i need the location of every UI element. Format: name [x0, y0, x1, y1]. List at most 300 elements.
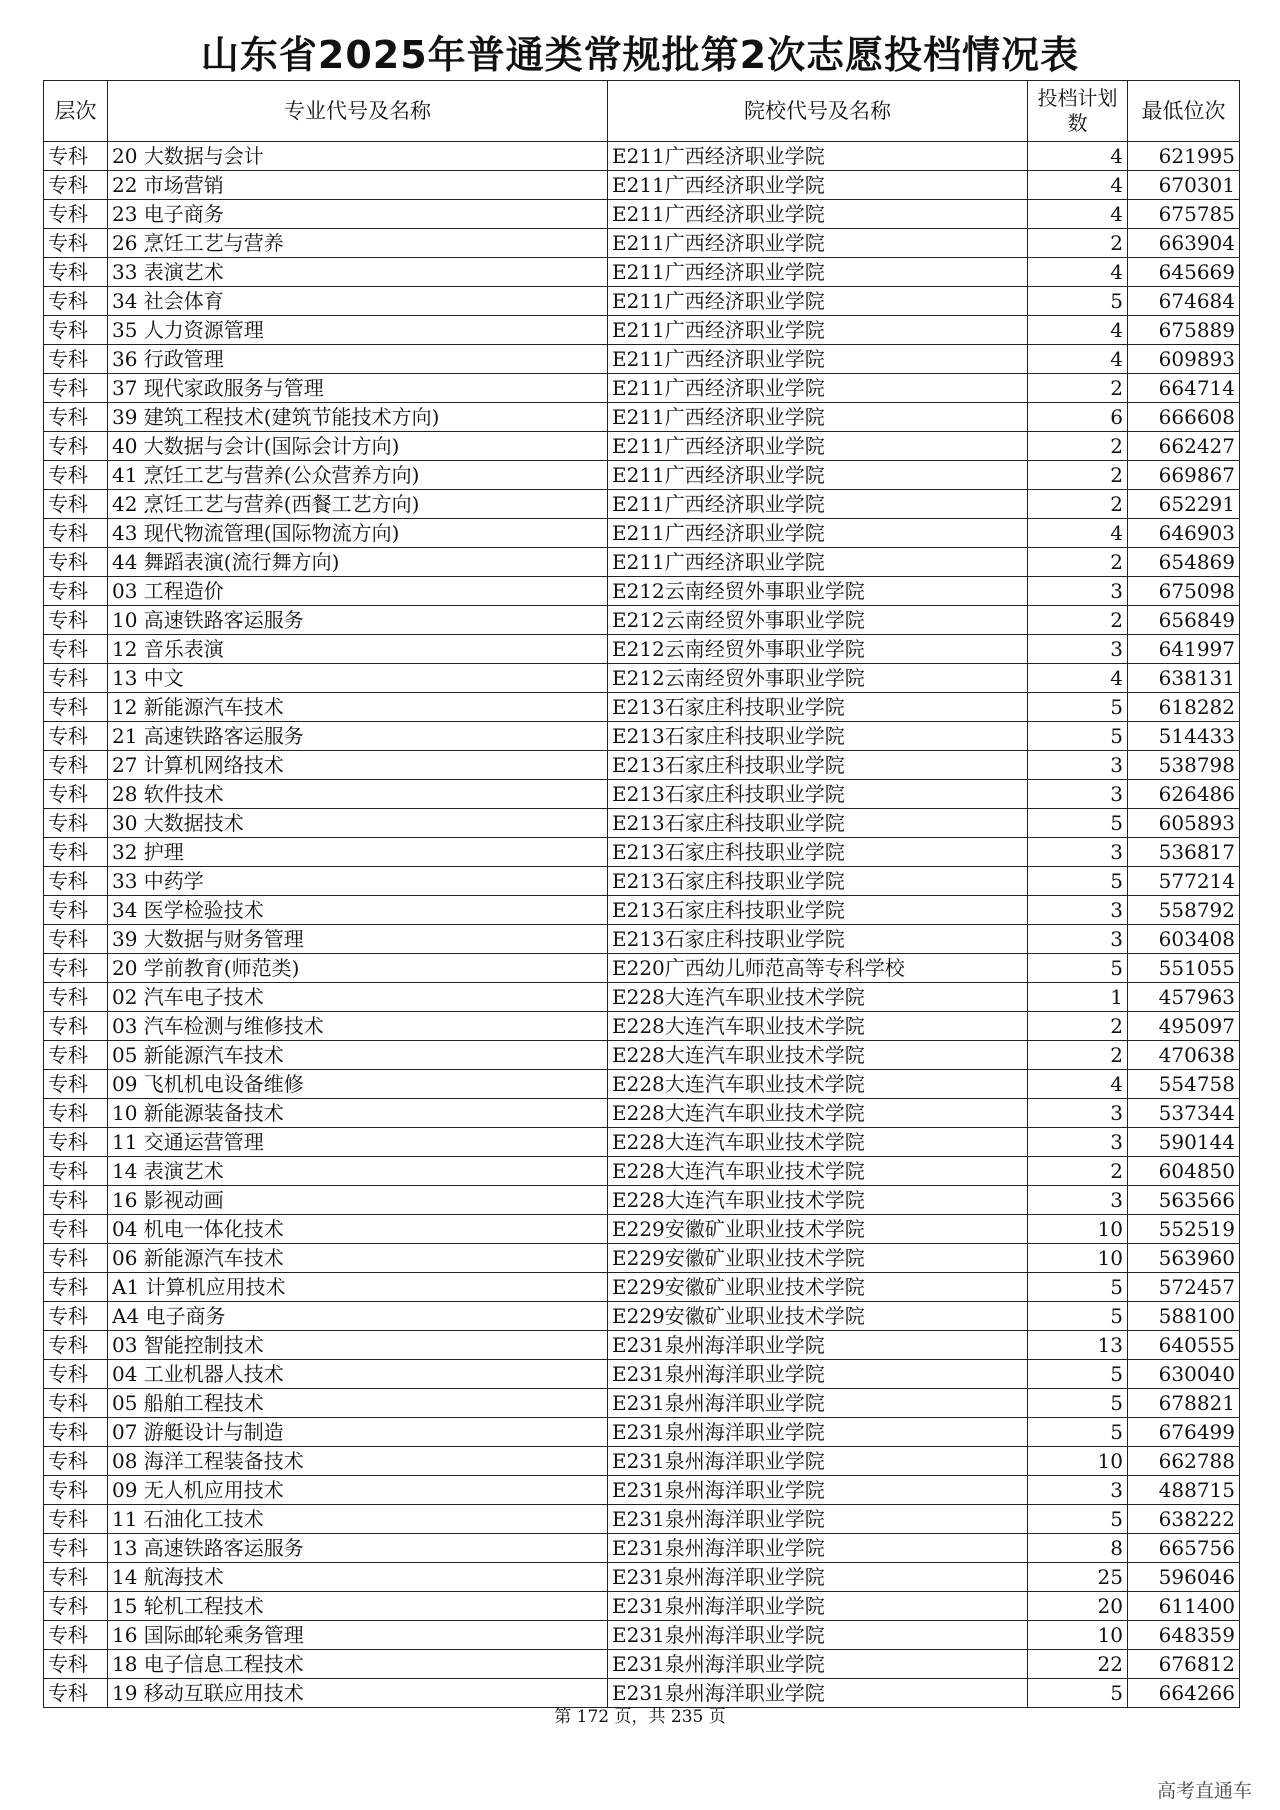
cell-level: 专科: [44, 1389, 108, 1418]
cell-level: 专科: [44, 229, 108, 258]
cell-plan: 5: [1028, 1505, 1128, 1534]
cell-level: 专科: [44, 664, 108, 693]
table-row: [44, 316, 1240, 345]
cell-level: 专科: [44, 896, 108, 925]
table-row: [44, 1476, 1240, 1505]
table-row: [44, 751, 1240, 780]
cell-rank: 551055: [1128, 954, 1240, 983]
table-row: [44, 606, 1240, 635]
table-row: [44, 1186, 1240, 1215]
cell-level: 专科: [44, 403, 108, 432]
table-row: [44, 142, 1240, 171]
cell-level: 专科: [44, 867, 108, 896]
table-row: [44, 664, 1240, 693]
page-footer: 第 172 页，共 235 页: [554, 1707, 726, 1727]
cell-rank: 572457: [1128, 1273, 1240, 1302]
page-title: 山东省2025年普通类常规批第2次志愿投档情况表: [200, 33, 1080, 77]
cell-rank: 488715: [1128, 1476, 1240, 1505]
cell-level: 专科: [44, 1041, 108, 1070]
cell-rank: 676499: [1128, 1418, 1240, 1447]
cell-school: E213石家庄科技职业学院: [608, 925, 1028, 954]
admission-table: [43, 80, 1240, 1708]
cell-rank: 666608: [1128, 403, 1240, 432]
cell-major: 12 新能源汽车技术: [108, 693, 608, 722]
table-row: [44, 461, 1240, 490]
cell-level: 专科: [44, 1070, 108, 1099]
cell-plan: 5: [1028, 1273, 1128, 1302]
cell-plan: 2: [1028, 490, 1128, 519]
cell-school: E228大连汽车职业技术学院: [608, 1186, 1028, 1215]
cell-level: 专科: [44, 432, 108, 461]
cell-major: 04 工业机器人技术: [108, 1360, 608, 1389]
header-major: 专业代号及名称: [108, 81, 608, 142]
cell-rank: 664266: [1128, 1679, 1240, 1708]
cell-rank: 596046: [1128, 1563, 1240, 1592]
cell-school: E211广西经济职业学院: [608, 374, 1028, 403]
cell-rank: 670301: [1128, 171, 1240, 200]
cell-major: 09 飞机机电设备维修: [108, 1070, 608, 1099]
cell-school: E231泉州海洋职业学院: [608, 1418, 1028, 1447]
table-row: [44, 1215, 1240, 1244]
cell-level: 专科: [44, 200, 108, 229]
cell-school: E231泉州海洋职业学院: [608, 1679, 1028, 1708]
cell-major: 02 汽车电子技术: [108, 983, 608, 1012]
cell-level: 专科: [44, 1534, 108, 1563]
cell-school: E231泉州海洋职业学院: [608, 1505, 1028, 1534]
cell-plan: 2: [1028, 606, 1128, 635]
cell-major: A4 电子商务: [108, 1302, 608, 1331]
table-row: [44, 1302, 1240, 1331]
cell-rank: 554758: [1128, 1070, 1240, 1099]
cell-level: 专科: [44, 142, 108, 171]
cell-plan: 6: [1028, 403, 1128, 432]
cell-plan: 4: [1028, 200, 1128, 229]
cell-plan: 10: [1028, 1244, 1128, 1273]
cell-major: 13 中文: [108, 664, 608, 693]
cell-rank: 669867: [1128, 461, 1240, 490]
cell-rank: 663904: [1128, 229, 1240, 258]
cell-school: E229安徽矿业职业技术学院: [608, 1244, 1028, 1273]
table-row: [44, 809, 1240, 838]
cell-plan: 3: [1028, 925, 1128, 954]
table-row: [44, 780, 1240, 809]
cell-school: E228大连汽车职业技术学院: [608, 1070, 1028, 1099]
cell-plan: 2: [1028, 461, 1128, 490]
table-row: [44, 693, 1240, 722]
cell-level: 专科: [44, 1099, 108, 1128]
cell-major: 09 无人机应用技术: [108, 1476, 608, 1505]
cell-level: 专科: [44, 635, 108, 664]
cell-rank: 645669: [1128, 258, 1240, 287]
cell-rank: 609893: [1128, 345, 1240, 374]
table-row: [44, 925, 1240, 954]
cell-plan: 3: [1028, 1476, 1128, 1505]
cell-level: 专科: [44, 1418, 108, 1447]
cell-rank: 676812: [1128, 1650, 1240, 1679]
cell-level: 专科: [44, 606, 108, 635]
cell-level: 专科: [44, 1621, 108, 1650]
cell-plan: 2: [1028, 1041, 1128, 1070]
cell-plan: 5: [1028, 287, 1128, 316]
cell-rank: 470638: [1128, 1041, 1240, 1070]
cell-major: 33 中药学: [108, 867, 608, 896]
cell-level: 专科: [44, 171, 108, 200]
cell-major: 10 新能源装备技术: [108, 1099, 608, 1128]
cell-school: E229安徽矿业职业技术学院: [608, 1215, 1028, 1244]
cell-plan: 2: [1028, 548, 1128, 577]
cell-level: 专科: [44, 838, 108, 867]
cell-major: 16 国际邮轮乘务管理: [108, 1621, 608, 1650]
table-row: [44, 838, 1240, 867]
cell-plan: 2: [1028, 1012, 1128, 1041]
cell-school: E231泉州海洋职业学院: [608, 1650, 1028, 1679]
cell-school: E228大连汽车职业技术学院: [608, 1041, 1028, 1070]
cell-school: E231泉州海洋职业学院: [608, 1476, 1028, 1505]
cell-major: 37 现代家政服务与管理: [108, 374, 608, 403]
cell-level: 专科: [44, 519, 108, 548]
cell-plan: 3: [1028, 635, 1128, 664]
cell-level: 专科: [44, 345, 108, 374]
table-row: [44, 1128, 1240, 1157]
cell-rank: 641997: [1128, 635, 1240, 664]
cell-plan: 4: [1028, 519, 1128, 548]
table-row: [44, 1099, 1240, 1128]
cell-level: 专科: [44, 1447, 108, 1476]
cell-major: 20 学前教育(师范类): [108, 954, 608, 983]
table-row: [44, 1563, 1240, 1592]
cell-plan: 22: [1028, 1650, 1128, 1679]
cell-level: 专科: [44, 258, 108, 287]
cell-major: 21 高速铁路客运服务: [108, 722, 608, 751]
cell-school: E212云南经贸外事职业学院: [608, 577, 1028, 606]
cell-rank: 664714: [1128, 374, 1240, 403]
cell-rank: 662788: [1128, 1447, 1240, 1476]
cell-plan: 4: [1028, 171, 1128, 200]
cell-plan: 2: [1028, 1157, 1128, 1186]
cell-school: E213石家庄科技职业学院: [608, 722, 1028, 751]
table-row: [44, 1041, 1240, 1070]
table-row: [44, 1389, 1240, 1418]
cell-rank: 536817: [1128, 838, 1240, 867]
cell-plan: 25: [1028, 1563, 1128, 1592]
cell-school: E211广西经济职业学院: [608, 287, 1028, 316]
cell-school: E231泉州海洋职业学院: [608, 1447, 1028, 1476]
cell-level: 专科: [44, 1273, 108, 1302]
cell-level: 专科: [44, 809, 108, 838]
table-row: [44, 345, 1240, 374]
cell-rank: 590144: [1128, 1128, 1240, 1157]
cell-school: E231泉州海洋职业学院: [608, 1360, 1028, 1389]
cell-major: 11 交通运营管理: [108, 1128, 608, 1157]
cell-rank: 626486: [1128, 780, 1240, 809]
cell-major: 05 新能源汽车技术: [108, 1041, 608, 1070]
cell-rank: 538798: [1128, 751, 1240, 780]
cell-level: 专科: [44, 1215, 108, 1244]
cell-plan: 10: [1028, 1215, 1128, 1244]
cell-rank: 674684: [1128, 287, 1240, 316]
cell-plan: 5: [1028, 693, 1128, 722]
cell-major: 04 机电一体化技术: [108, 1215, 608, 1244]
table-row: [44, 1418, 1240, 1447]
cell-school: E231泉州海洋职业学院: [608, 1563, 1028, 1592]
cell-level: 专科: [44, 1505, 108, 1534]
cell-plan: 3: [1028, 577, 1128, 606]
cell-school: E213石家庄科技职业学院: [608, 838, 1028, 867]
table-row: [44, 1331, 1240, 1360]
cell-school: E211广西经济职业学院: [608, 345, 1028, 374]
cell-rank: 537344: [1128, 1099, 1240, 1128]
table-row: [44, 1070, 1240, 1099]
cell-major: 42 烹饪工艺与营养(西餐工艺方向): [108, 490, 608, 519]
cell-plan: 4: [1028, 142, 1128, 171]
cell-school: E211广西经济职业学院: [608, 142, 1028, 171]
cell-plan: 5: [1028, 1389, 1128, 1418]
cell-level: 专科: [44, 954, 108, 983]
header-rank: 最低位次: [1128, 81, 1240, 142]
cell-plan: 10: [1028, 1621, 1128, 1650]
table-row: [44, 1244, 1240, 1273]
cell-rank: 675889: [1128, 316, 1240, 345]
table-row: [44, 867, 1240, 896]
table-row: [44, 490, 1240, 519]
cell-school: E231泉州海洋职业学院: [608, 1621, 1028, 1650]
cell-major: 14 表演艺术: [108, 1157, 608, 1186]
cell-plan: 3: [1028, 1099, 1128, 1128]
table-row: [44, 1621, 1240, 1650]
cell-school: E231泉州海洋职业学院: [608, 1331, 1028, 1360]
cell-school: E211广西经济职业学院: [608, 461, 1028, 490]
cell-major: 18 电子信息工程技术: [108, 1650, 608, 1679]
cell-major: 28 软件技术: [108, 780, 608, 809]
cell-major: 19 移动互联应用技术: [108, 1679, 608, 1708]
cell-level: 专科: [44, 1302, 108, 1331]
cell-major: 11 石油化工技术: [108, 1505, 608, 1534]
cell-plan: 4: [1028, 664, 1128, 693]
cell-rank: 638222: [1128, 1505, 1240, 1534]
cell-plan: 5: [1028, 1679, 1128, 1708]
cell-major: 39 大数据与财务管理: [108, 925, 608, 954]
cell-level: 专科: [44, 577, 108, 606]
cell-school: E231泉州海洋职业学院: [608, 1534, 1028, 1563]
cell-plan: 8: [1028, 1534, 1128, 1563]
cell-major: 14 航海技术: [108, 1563, 608, 1592]
cell-level: 专科: [44, 1592, 108, 1621]
table-row: [44, 432, 1240, 461]
cell-level: 专科: [44, 548, 108, 577]
cell-school: E228大连汽车职业技术学院: [608, 1099, 1028, 1128]
cell-rank: 618282: [1128, 693, 1240, 722]
cell-major: 34 社会体育: [108, 287, 608, 316]
cell-major: 32 护理: [108, 838, 608, 867]
cell-major: 13 高速铁路客运服务: [108, 1534, 608, 1563]
cell-level: 专科: [44, 722, 108, 751]
cell-plan: 5: [1028, 867, 1128, 896]
table-row: [44, 374, 1240, 403]
cell-school: E211广西经济职业学院: [608, 200, 1028, 229]
cell-plan: 3: [1028, 780, 1128, 809]
cell-major: 03 工程造价: [108, 577, 608, 606]
cell-major: 20 大数据与会计: [108, 142, 608, 171]
cell-major: 03 汽车检测与维修技术: [108, 1012, 608, 1041]
cell-level: 专科: [44, 1360, 108, 1389]
cell-major: 23 电子商务: [108, 200, 608, 229]
cell-major: 15 轮机工程技术: [108, 1592, 608, 1621]
header-school: 院校代号及名称: [608, 81, 1028, 142]
cell-plan: 5: [1028, 1418, 1128, 1447]
cell-level: 专科: [44, 693, 108, 722]
cell-major: 39 建筑工程技术(建筑节能技术方向): [108, 403, 608, 432]
cell-major: 07 游艇设计与制造: [108, 1418, 608, 1447]
cell-plan: 4: [1028, 258, 1128, 287]
cell-rank: 640555: [1128, 1331, 1240, 1360]
cell-major: 34 医学检验技术: [108, 896, 608, 925]
cell-level: 专科: [44, 1186, 108, 1215]
cell-plan: 2: [1028, 374, 1128, 403]
cell-rank: 665756: [1128, 1534, 1240, 1563]
cell-plan: 3: [1028, 751, 1128, 780]
cell-rank: 630040: [1128, 1360, 1240, 1389]
cell-level: 专科: [44, 1476, 108, 1505]
cell-major: 41 烹饪工艺与营养(公众营养方向): [108, 461, 608, 490]
cell-school: E211广西经济职业学院: [608, 519, 1028, 548]
cell-level: 专科: [44, 1244, 108, 1273]
cell-plan: 3: [1028, 896, 1128, 925]
cell-school: E213石家庄科技职业学院: [608, 809, 1028, 838]
cell-rank: 656849: [1128, 606, 1240, 635]
table-row: [44, 896, 1240, 925]
table-row: [44, 171, 1240, 200]
header-level: 层次: [44, 81, 108, 142]
cell-school: E211广西经济职业学院: [608, 432, 1028, 461]
table-row: [44, 258, 1240, 287]
cell-major: 16 影视动画: [108, 1186, 608, 1215]
cell-plan: 2: [1028, 432, 1128, 461]
table-row: [44, 548, 1240, 577]
cell-major: 40 大数据与会计(国际会计方向): [108, 432, 608, 461]
cell-school: E213石家庄科技职业学院: [608, 896, 1028, 925]
cell-rank: 552519: [1128, 1215, 1240, 1244]
table-row: [44, 1592, 1240, 1621]
cell-rank: 563960: [1128, 1244, 1240, 1273]
cell-major: 12 音乐表演: [108, 635, 608, 664]
table-row: [44, 287, 1240, 316]
cell-level: 专科: [44, 925, 108, 954]
cell-rank: 563566: [1128, 1186, 1240, 1215]
cell-plan: 1: [1028, 983, 1128, 1012]
table-header-row: [44, 81, 1240, 142]
cell-rank: 495097: [1128, 1012, 1240, 1041]
table-row: [44, 722, 1240, 751]
cell-rank: 638131: [1128, 664, 1240, 693]
cell-plan: 3: [1028, 838, 1128, 867]
cell-plan: 5: [1028, 722, 1128, 751]
table-row: [44, 1360, 1240, 1389]
cell-plan: 5: [1028, 1360, 1128, 1389]
cell-major: 10 高速铁路客运服务: [108, 606, 608, 635]
cell-school: E228大连汽车职业技术学院: [608, 1157, 1028, 1186]
table-row: [44, 983, 1240, 1012]
cell-rank: 621995: [1128, 142, 1240, 171]
cell-rank: 675098: [1128, 577, 1240, 606]
cell-plan: 4: [1028, 1070, 1128, 1099]
cell-rank: 646903: [1128, 519, 1240, 548]
header-plan-text: 投档计划数: [1037, 86, 1118, 135]
cell-school: E211广西经济职业学院: [608, 258, 1028, 287]
cell-level: 专科: [44, 316, 108, 345]
cell-level: 专科: [44, 983, 108, 1012]
cell-plan: 2: [1028, 229, 1128, 258]
cell-major: 44 舞蹈表演(流行舞方向): [108, 548, 608, 577]
cell-major: 05 船舶工程技术: [108, 1389, 608, 1418]
cell-rank: 652291: [1128, 490, 1240, 519]
cell-plan: 5: [1028, 1302, 1128, 1331]
cell-level: 专科: [44, 374, 108, 403]
cell-school: E229安徽矿业职业技术学院: [608, 1302, 1028, 1331]
cell-school: E229安徽矿业职业技术学院: [608, 1273, 1028, 1302]
header-plan: [1028, 81, 1128, 142]
cell-school: E211广西经济职业学院: [608, 171, 1028, 200]
cell-rank: 611400: [1128, 1592, 1240, 1621]
cell-school: E220广西幼儿师范高等专科学校: [608, 954, 1028, 983]
cell-major: 27 计算机网络技术: [108, 751, 608, 780]
cell-school: E211广西经济职业学院: [608, 316, 1028, 345]
cell-plan: 5: [1028, 954, 1128, 983]
cell-major: A1 计算机应用技术: [108, 1273, 608, 1302]
cell-level: 专科: [44, 1650, 108, 1679]
cell-major: 03 智能控制技术: [108, 1331, 608, 1360]
cell-level: 专科: [44, 1563, 108, 1592]
cell-rank: 605893: [1128, 809, 1240, 838]
cell-level: 专科: [44, 1012, 108, 1041]
cell-school: E213石家庄科技职业学院: [608, 780, 1028, 809]
cell-rank: 675785: [1128, 200, 1240, 229]
cell-level: 专科: [44, 461, 108, 490]
cell-school: E211广西经济职业学院: [608, 229, 1028, 258]
table-row: [44, 1273, 1240, 1302]
cell-major: 08 海洋工程装备技术: [108, 1447, 608, 1476]
cell-school: E212云南经贸外事职业学院: [608, 606, 1028, 635]
cell-school: E231泉州海洋职业学院: [608, 1592, 1028, 1621]
cell-major: 06 新能源汽车技术: [108, 1244, 608, 1273]
table-row: [44, 635, 1240, 664]
cell-plan: 3: [1028, 1128, 1128, 1157]
table-row: [44, 1157, 1240, 1186]
cell-school: E231泉州海洋职业学院: [608, 1389, 1028, 1418]
cell-level: 专科: [44, 1331, 108, 1360]
cell-rank: 678821: [1128, 1389, 1240, 1418]
cell-school: E211广西经济职业学院: [608, 403, 1028, 432]
table-row: [44, 519, 1240, 548]
cell-major: 30 大数据技术: [108, 809, 608, 838]
cell-rank: 604850: [1128, 1157, 1240, 1186]
cell-rank: 514433: [1128, 722, 1240, 751]
cell-school: E212云南经贸外事职业学院: [608, 635, 1028, 664]
cell-rank: 457963: [1128, 983, 1240, 1012]
cell-rank: 648359: [1128, 1621, 1240, 1650]
table-row: [44, 1534, 1240, 1563]
cell-rank: 662427: [1128, 432, 1240, 461]
cell-school: E211广西经济职业学院: [608, 490, 1028, 519]
cell-major: 43 现代物流管理(国际物流方向): [108, 519, 608, 548]
cell-plan: 3: [1028, 1186, 1128, 1215]
cell-major: 35 人力资源管理: [108, 316, 608, 345]
cell-rank: 577214: [1128, 867, 1240, 896]
cell-major: 26 烹饪工艺与营养: [108, 229, 608, 258]
cell-plan: 20: [1028, 1592, 1128, 1621]
table-row: [44, 1447, 1240, 1476]
cell-rank: 588100: [1128, 1302, 1240, 1331]
cell-plan: 5: [1028, 809, 1128, 838]
